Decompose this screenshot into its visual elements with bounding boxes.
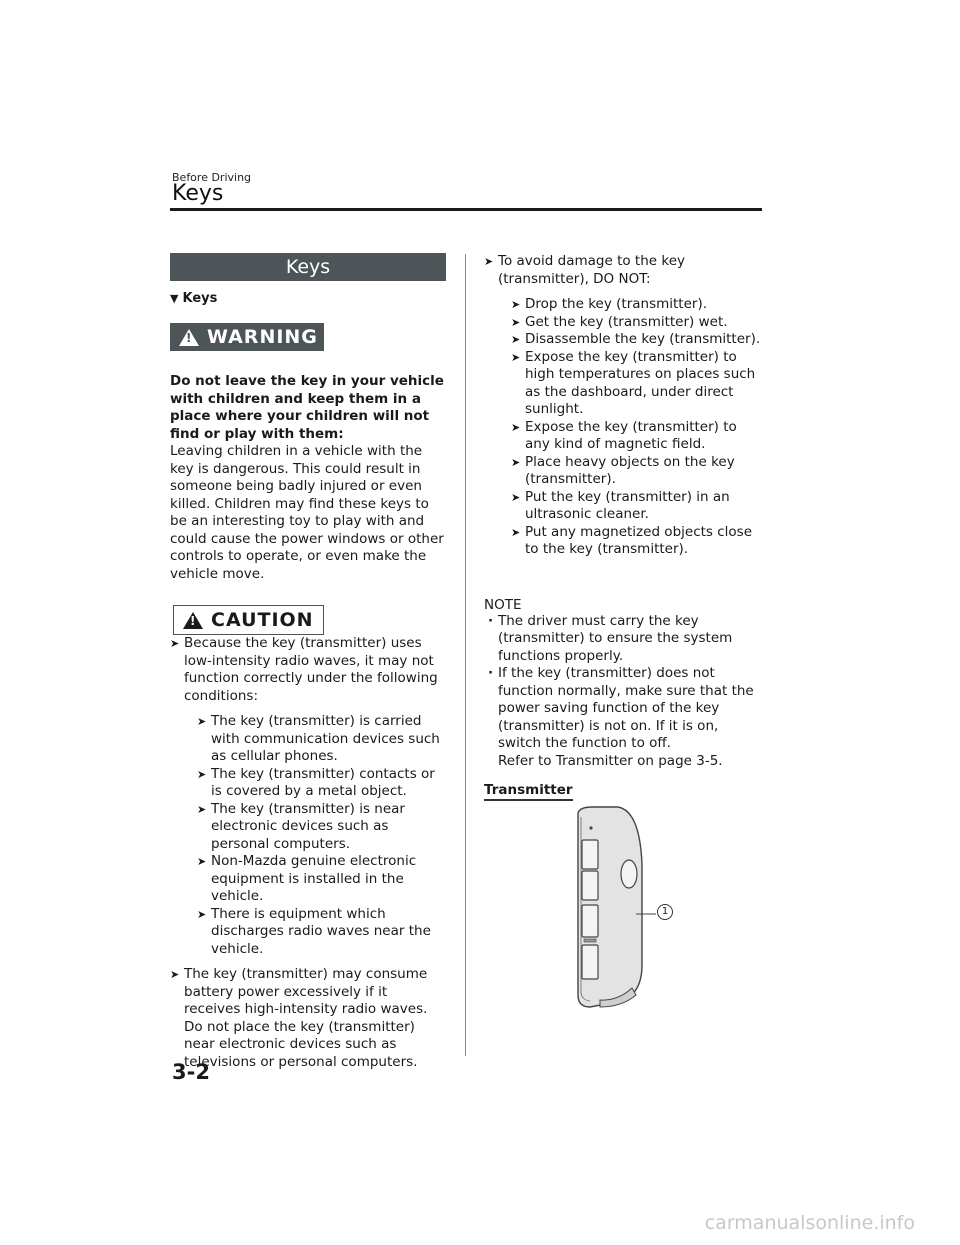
damage-item: ➤ Put any magnetized objects close to the key (transmitter). xyxy=(511,524,764,559)
header-rule xyxy=(170,208,762,211)
warning-label: WARNING xyxy=(207,326,318,348)
transmitter-title: Transmitter xyxy=(484,782,573,801)
damage-item: ➤ Expose the key (transmitter) to high temperatures on places such as the dashboard, under direct sunlight. xyxy=(511,349,764,419)
caution-subitem: ➤ There is equipment which discharges radio waves near the vehicle. xyxy=(197,906,446,959)
header-section: Before Driving xyxy=(172,171,252,184)
damage-item: ➤ Expose the key (transmitter) to any kind of magnetic field. xyxy=(511,419,764,454)
caution-subitem: ➤ The key (transmitter) is near electronic devices such as personal computers. xyxy=(197,801,446,854)
caution-sublist xyxy=(197,713,446,958)
watermark: carmanualsonline.info xyxy=(704,1212,915,1234)
caution-item-text: Because the key (transmitter) uses low-intensity radio waves, it may not function correctly under the following conditions: xyxy=(184,635,438,704)
subhead xyxy=(170,291,446,306)
caution-label: CAUTION xyxy=(211,609,314,631)
right-column xyxy=(484,253,764,801)
caution-list xyxy=(170,635,446,1071)
warning-body: Leaving children in a vehicle with the key is dangerous. This could result in someone being badly injured or even killed. Children may find these keys to be an interesting toy to play with and could cause the power windows or other controls to operate, or even make the vehicle move. xyxy=(170,443,444,582)
caution-item: ➤ The key (transmitter) may consume battery power excessively if it receives high-intensity radio waves. Do not place the key (transmitter) near electronic devices such as televisions or personal computers. xyxy=(170,966,446,1071)
section-banner: Keys xyxy=(170,253,446,281)
caution-badge xyxy=(173,605,324,635)
caution-item xyxy=(170,635,446,958)
page-number: 3-2 xyxy=(172,1060,210,1084)
subhead-label: Keys xyxy=(182,291,218,306)
callout-number: 1 xyxy=(657,904,673,920)
damage-item: ➤ Drop the key (transmitter). xyxy=(511,296,764,314)
note-title: NOTE xyxy=(484,596,522,613)
damage-item: ➤ Place heavy objects on the key (transmitter). xyxy=(511,454,764,489)
triangle-down-icon: ▼ xyxy=(170,292,179,305)
damage-sublist xyxy=(511,296,764,559)
damage-item: ➤ Disassemble the key (transmitter). xyxy=(511,331,764,349)
note-item-text: If the key (transmitter) does not function normally, make sure that the power saving function of the key (transmitter) is not on. If it is on, switch the function to off. xyxy=(498,665,754,751)
note-item xyxy=(484,665,764,770)
caution-subitem: ➤ The key (transmitter) is carried with communication devices such as cellular phones. xyxy=(197,713,446,766)
damage-intro-text: To avoid damage to the key (transmitter), DO NOT: xyxy=(498,253,685,287)
warning-badge xyxy=(170,323,324,351)
damage-list xyxy=(484,253,764,559)
column-divider xyxy=(465,254,466,1056)
header-title: Keys xyxy=(172,181,224,206)
left-column xyxy=(170,253,446,1071)
note-list xyxy=(484,613,764,771)
damage-item: ➤ Get the key (transmitter) wet. xyxy=(511,314,764,332)
damage-item: ➤ Put the key (transmitter) in an ultrasonic cleaner. xyxy=(511,489,764,524)
caution-icon xyxy=(183,612,203,629)
warning-heading: Do not leave the key in your vehicle with children and keep them in a place where your children will not find or play with them: xyxy=(170,373,444,442)
caution-subitem: ➤ The key (transmitter) contacts or is covered by a metal object. xyxy=(197,766,446,801)
warning-icon xyxy=(179,329,199,346)
note-reference[interactable]: Refer to Transmitter on page 3-5. xyxy=(498,752,723,769)
damage-intro xyxy=(484,253,764,559)
caution-subitem: ➤ Non-Mazda genuine electronic equipment is installed in the vehicle. xyxy=(197,853,446,906)
note-item: · The driver must carry the key (transmitter) to ensure the system functions properly. xyxy=(484,613,764,666)
